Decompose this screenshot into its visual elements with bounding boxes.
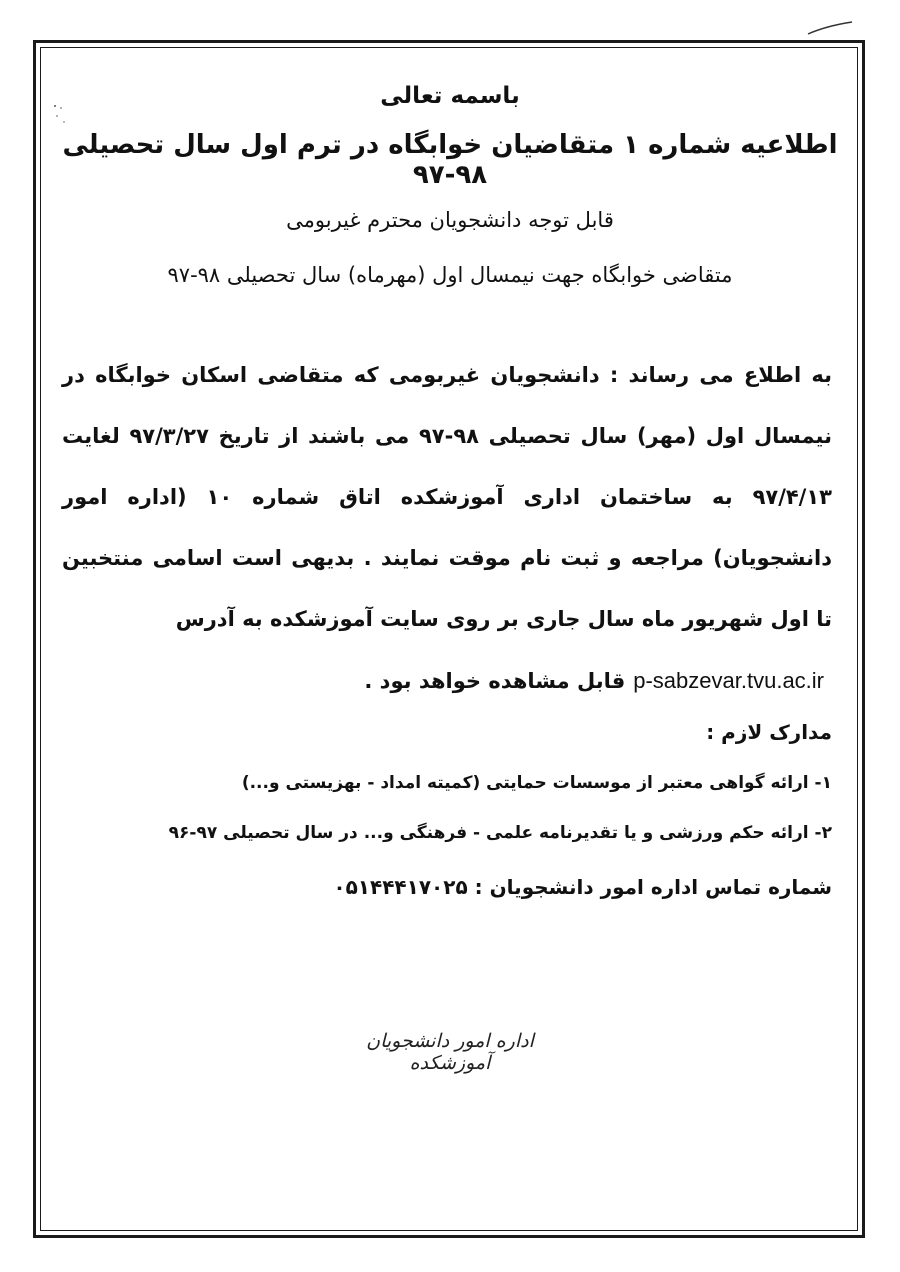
signature-text: اداره امور دانشجویان آموزشکده [366, 1030, 534, 1074]
announcement-body [62, 345, 832, 712]
document-item-2: ۲- ارائه حکم ورزشی و یا تقدیرنامه علمی - فرهنگی و... در سال تحصیلی ۹۷-۹۶ [168, 823, 832, 843]
document-item-1: ۱- ارائه گواهی معتبر از موسسات حمایتی (کمیته امداد - بهزیستی و...) [241, 773, 832, 793]
pen-mark-icon [806, 18, 856, 38]
website-url: p-sabzevar.tvu.ac.ir [633, 668, 824, 693]
contact-number: ۰۵۱۴۴۴۱۷۰۲۵ [333, 875, 468, 899]
body-paragraph: به اطلاع می رساند : دانشجویان غیربومی که متقاضی اسکان خوابگاه در نیمسال اول (مهر) سال تحصیلی ۹۸-۹۷ می باشند از تاریخ ۹۷/۳/۲۷ لغایت ۹۷/۴/۱۳ به ساختمان اداری آموزشکده اتاق شماره ۱۰ (اداره امور دانشجویان) مراجعه و ثبت نام موقت نمایند . بدیهی است اسامی منتخبین تا اول شهریور ماه سال جاری بر روی سایت آموزشکده به آدرس [62, 363, 832, 631]
body-closing: قابل مشاهده خواهد بود . [364, 669, 626, 693]
subtitle-line-1: قابل توجه دانشجویان محترم غیربومی [286, 208, 614, 232]
announcement-title: اطلاعیه شماره ۱ متقاضیان خوابگاه در ترم اول سال تحصیلی ۹۸-۹۷ [62, 130, 838, 190]
contact-label: شماره تماس اداره امور دانشجویان : [474, 875, 832, 899]
contact-line [333, 875, 832, 899]
subtitle-line-2: متقاضی خوابگاه جهت نیمسال اول (مهرماه) سال تحصیلی ۹۸-۹۷ [167, 263, 733, 287]
required-documents-heading: مدارک لازم : [706, 720, 832, 744]
bismillah-heading: باسمه تعالی [380, 83, 520, 109]
